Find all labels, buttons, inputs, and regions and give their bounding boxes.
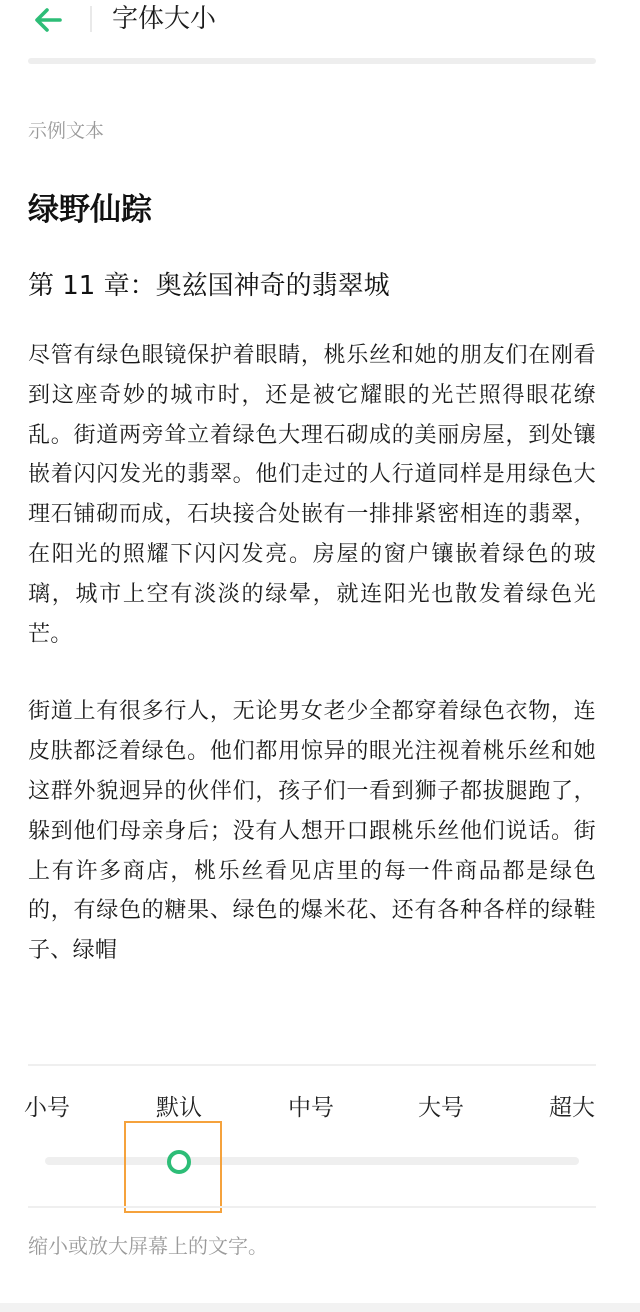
divider	[28, 1206, 596, 1208]
divider	[28, 1064, 596, 1066]
top-bar	[0, 0, 640, 60]
size-option-large[interactable]: 大号	[418, 1095, 464, 1121]
book-title: 绿野仙踪	[28, 192, 152, 228]
header-divider	[28, 58, 596, 64]
page-title: 字体大小	[112, 4, 217, 34]
font-size-hint: 缩小或放大屏幕上的文字。	[28, 1234, 268, 1258]
size-option-small[interactable]: 小号	[24, 1095, 70, 1121]
sample-text-preview	[28, 180, 596, 1012]
font-size-labels	[0, 1088, 640, 1128]
bottom-edge	[0, 1303, 640, 1312]
chapter-title: 第 11 章：奥兹国神奇的翡翠城	[28, 271, 390, 301]
size-option-medium[interactable]: 中号	[288, 1095, 334, 1121]
preview-paragraph: 尽管有绿色眼镜保护着眼睛，桃乐丝和她的朋友们在刚看到这座奇妙的城市时，还是被它耀眼的光芒照得眼花缭乱。街道两旁耸立着绿色大理石砌成的美丽房屋，到处镶嵌着闪闪发光的翡翠。他们走过的人行道同样是用绿色大理石铺砌而成，石块接合处嵌有一排排紧密相连的翡翠，在阳光的照耀下闪闪发亮。房屋的窗户镶嵌着绿色的玻璃，城市上空有淡淡的绿晕，就连阳光也散发着绿色光芒。	[28, 343, 596, 647]
size-option-default[interactable]: 默认	[156, 1095, 202, 1121]
header-separator	[90, 6, 92, 32]
size-option-extra-large[interactable]: 超大	[549, 1095, 595, 1121]
arrow-left-icon	[33, 7, 63, 33]
sample-text-label: 示例文本	[28, 120, 105, 142]
selection-highlight	[124, 1121, 222, 1213]
back-button[interactable]	[24, 0, 72, 40]
preview-paragraph: 街道上有很多行人，无论男女老少全都穿着绿色衣物，连皮肤都泛着绿色。他们都用惊异的眼光注视着桃乐丝和她这群外貌迥异的伙伴们，孩子们一看到狮子都拔腿跑了，躲到他们母亲身后；没有人想开口跟桃乐丝他们说话。街上有许多商店，桃乐丝看见店里的每一件商品都是绿色的，有绿色的糖果、绿色的爆米花、还有各种各样的绿鞋子、绿帽	[28, 699, 596, 964]
